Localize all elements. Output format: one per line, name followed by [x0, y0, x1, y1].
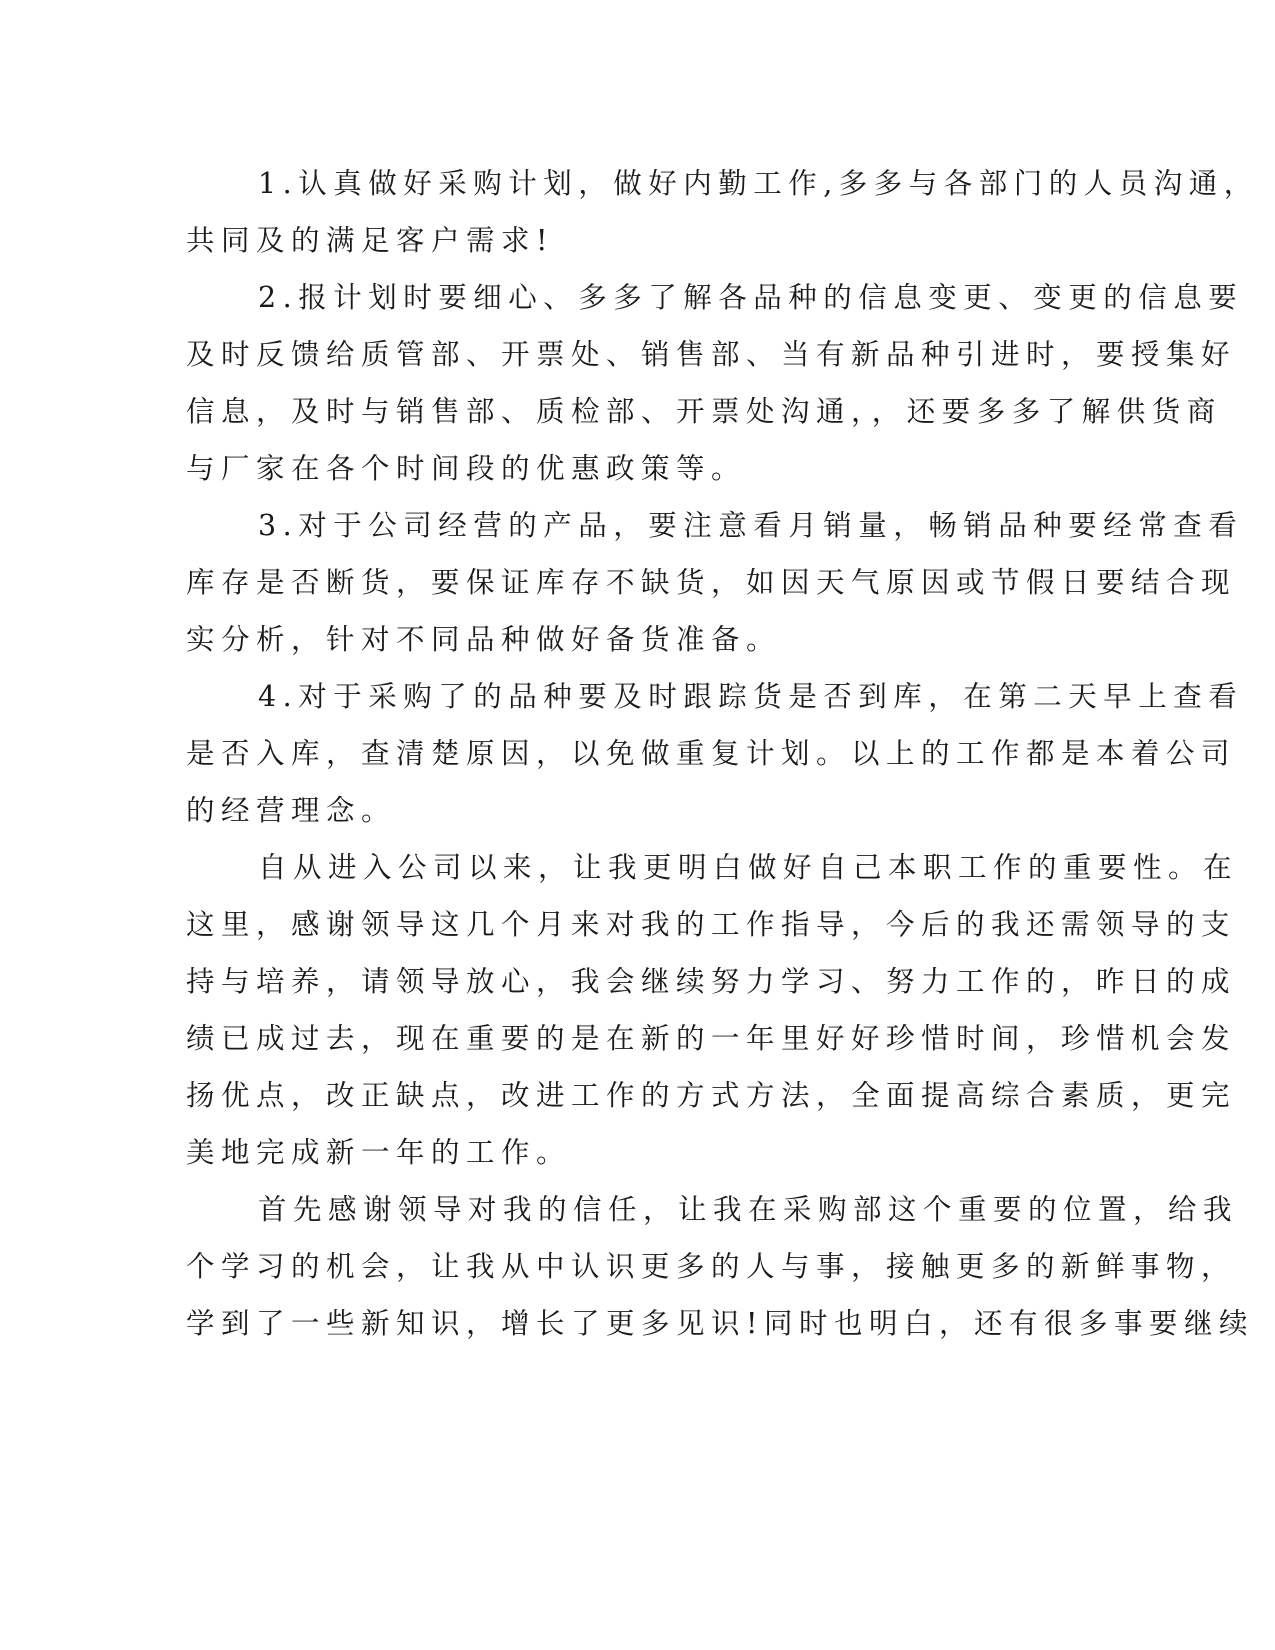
- paragraph-3-line-3: 实分析，针对不同品种做好备货准备。: [186, 623, 782, 656]
- paragraph-4-line-1: 4.对于采购了的品种要及时跟踪货是否到库，在第二天早上查看: [258, 680, 1244, 713]
- paragraph-5-line-6: 美地完成新一年的工作。: [186, 1136, 572, 1169]
- paragraph-5-line-5: 扬优点，改正缺点，改进工作的方式方法，全面提高综合素质，更完: [186, 1079, 1237, 1112]
- paragraph-4-line-2: 是否入库，查清楚原因，以免做重复计划。以上的工作都是本着公司: [186, 737, 1237, 770]
- paragraph-2-line-1: 2.报计划时要细心、多多了解各品种的信息变更、变更的信息要: [258, 281, 1244, 314]
- paragraph-6-line-3: 学到了一些新知识，增长了更多见识!同时也明白，还有很多事要继续: [186, 1307, 1254, 1340]
- paragraph-5-line-3: 持与培养，请领导放心，我会继续努力学习、努力工作的，昨日的成: [186, 965, 1237, 998]
- paragraph-2-line-4: 与厂家在各个时间段的优惠政策等。: [186, 452, 747, 485]
- paragraph-3-line-1: 3.对于公司经营的产品，要注意看月销量，畅销品种要经常查看: [258, 509, 1244, 542]
- paragraph-6-line-1: 首先感谢领导对我的信任，让我在采购部这个重要的位置，给我: [258, 1193, 1239, 1226]
- paragraph-2-line-3: 信息，及时与销售部、质检部、开票处沟通，，还要多多了解供货商: [186, 395, 1222, 428]
- paragraph-5-line-4: 绩已成过去，现在重要的是在新的一年里好好珍惜时间，珍惜机会发: [186, 1022, 1237, 1055]
- paragraph-1-line-1: 1.认真做好采购计划，做好内勤工作,多多与各部门的人员沟通，: [258, 167, 1259, 200]
- paragraph-2-line-2: 及时反馈给质管部、开票处、销售部、当有新品种引进时，要授集好: [186, 338, 1237, 371]
- paragraph-1-line-2: 共同及的满足客户需求!: [186, 224, 554, 257]
- paragraph-3-line-2: 库存是否断货，要保证库存不缺货，如因天气原因或节假日要结合现: [186, 566, 1237, 599]
- paragraph-5-line-2: 这里，感谢领导这几个月来对我的工作指导，今后的我还需领导的支: [186, 908, 1237, 941]
- paragraph-5-line-1: 自从进入公司以来，让我更明白做好自己本职工作的重要性。在: [258, 851, 1239, 884]
- paragraph-6-line-2: 个学习的机会，让我从中认识更多的人与事，接触更多的新鲜事物，: [186, 1250, 1237, 1283]
- paragraph-4-line-3: 的经营理念。: [186, 794, 397, 827]
